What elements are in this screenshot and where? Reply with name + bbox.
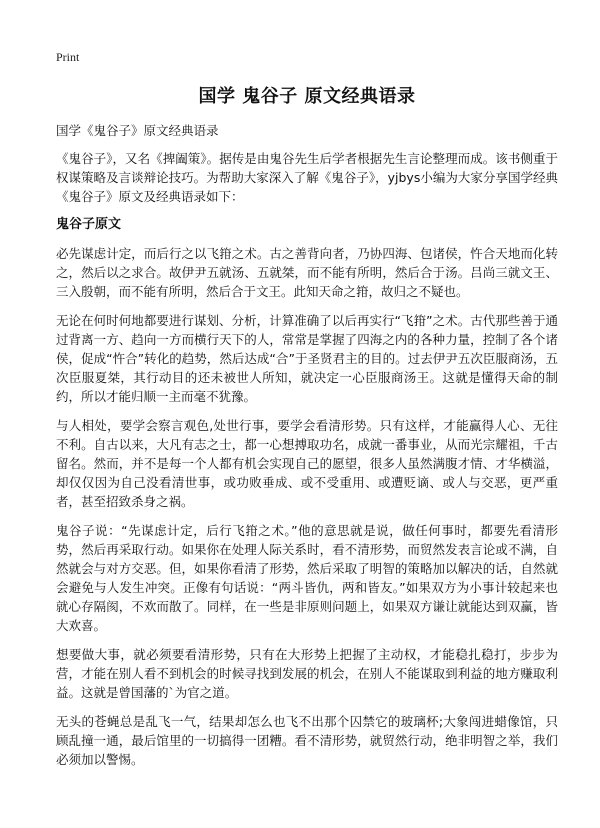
- article-body: [56, 244, 558, 769]
- body-paragraph: 鬼谷子说：“先谋虑计定，后行飞箝之术。”他的意思就是说，做任何事时，都要先看清形势，然后再采取行动。如果你在处理人际关系时，看不清形势，而贸然发表言论或不满，自然就会与对方交恶。但，如果你看清了形势，然后采取了明智的策略加以解决的话，自然就会避免与人发生冲突。正像有句话说：“两斗皆仇，两和皆友。”如果双方为小事计较起来也就心存隔阂，不欢而散了。同样，在一些是非原则问题上，如果双方谦让就能达到双赢，皆大欢喜。: [56, 523, 558, 633]
- body-paragraph: 无论在何时何地都要进行谋划、分析，计算准确了以后再实行“飞箝”之术。古代那些善于通过背离一方、趋向一方而横行天下的人，常常是掌握了四海之内的各种力量，控制了各个诸侯，促成“忤合”转化的趋势，然后达成“合”于圣贤君主的目的。过去伊尹五次臣服商汤，五次臣服夏桀，其行动目的还未被世人所知，就决定一心臣服商汤王。这就是懂得天命的制约，所以才能归顺一主而毫不犹豫。: [56, 313, 558, 404]
- body-paragraph: 想要做大事，就必须要看清形势，只有在大形势上把握了主动权，才能稳扎稳打，步步为营，才能在别人看不到机会的时候寻找到发展的机会，在别人不能谋取到利益的地方赚取利益。这就是曾国藩的`为官之道。: [56, 647, 558, 700]
- article-title: 国学 鬼谷子 原文经典语录: [198, 86, 416, 107]
- body-paragraph: 必先谋虑计定，而后行之以飞箝之术。古之善背向者，乃协四海、包诸侯，忤合天地而化转之，然后以之求合。故伊尹五就汤、五就桀，而不能有所明，然后合于汤。吕尚三就文王、三入殷朝，而不能有所明，然后合于文王。此知天命之箝，故归之不疑也。: [56, 246, 558, 299]
- body-paragraph: 无头的苍蝇总是乱飞一气，结果却怎么也飞不出那个囚禁它的玻璃杯;大象闯进蜡像馆，只顾乱撞一通，最后馆里的一切搞得一团糟。看不清形势，就贸然行动，绝非明智之举，我们必须加以警惕。: [56, 714, 558, 767]
- intro-paragraph: 《鬼谷子》，又名《捭阖策》。据传是由鬼谷先生后学者根据先生言论整理而成。该书侧重于权谋策略及言谈辩论技巧。为帮助大家深入了解《鬼谷子》，yjbys小编为大家分享国学经典《鬼谷子》原文及经典语录如下：: [56, 151, 558, 204]
- article-subtitle: 国学《鬼谷子》原文经典语录: [56, 123, 219, 138]
- print-link[interactable]: Print: [56, 50, 80, 64]
- body-paragraph: 与人相处，要学会察言观色,处世行事，要学会看清形势。只有这样，才能赢得人心、无往不利。自古以来，大凡有志之士，都一心想搏取功名，成就一番事业，从而光宗耀祖，千古留名。然而，并不是每一个人都有机会实现自己的愿望，很多人虽然满腹才情、才华横溢，却仅仅因为自己没看清世事，或功败垂成、或不受重用、或遭贬谪、或人与交恶，更严重者，甚至招致杀身之祸。: [56, 418, 558, 509]
- section-heading: 鬼谷子原文: [56, 217, 122, 232]
